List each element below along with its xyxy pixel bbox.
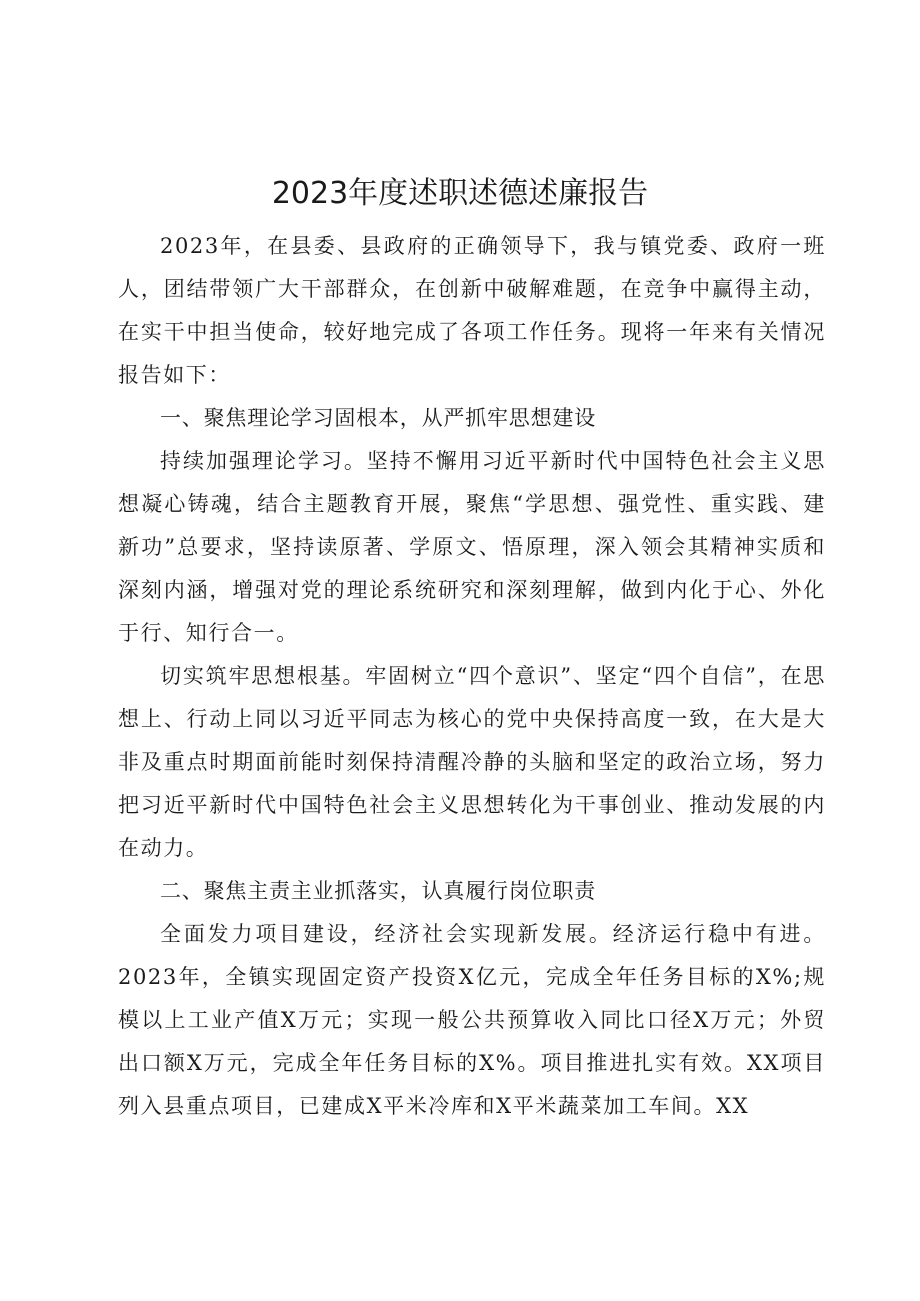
section-heading-2: 二、聚焦主责主业抓落实，认真履行岗位职责 [160,879,596,903]
section-2-paragraph-1: 全面发力项目建设，经济社会实现新发展。经济运行稳中有进。2023年，全镇实现固定资产投资X亿元，完成全年任务目标的X%;规模以上工业产值X万元；实现一般公共预算收入同比口径X万元；外贸出口额X万元，完成全年任务目标的X%。项目推进扎实有效。XX项目列入县重点项目，已建成X平米冷库和X平米蔬菜加工车间。XX [118,922,826,1118]
intro-paragraph: 2023年，在县委、县政府的正确领导下，我与镇党委、政府一班人，团结带领广大干部群众，在创新中破解难题，在竞争中赢得主动，在实干中担当使命，较好地完成了各项工作任务。现将一年来有关情况报告如下： [118,234,826,387]
section-1-paragraph-2: 切实筑牢思想根基。牢固树立“四个意识”、坚定“四个自信”，在思想上、行动上同以习近平同志为核心的党中央保持高度一致，在大是大非及重点时期面前能时刻保持清醒冷静的头脑和坚定的政治立场，努力把习近平新时代中国特色社会主义思想转化为干事创业、推动发展的内在动力。 [118,664,826,860]
document-body [118,225,826,1128]
section-heading-1: 一、聚焦理论学习固根本，从严抓牢思想建设 [160,406,596,430]
document-title: 2023年度述职述德述廉报告 [271,176,649,211]
section-1-paragraph-1: 持续加强理论学习。坚持不懈用习近平新时代中国特色社会主义思想凝心铸魂，结合主题教育开展，聚焦“学思想、强党性、重实践、建新功”总要求，坚持读原著、学原文、悟原理，深入领会其精神实质和深刻内涵，增强对党的理论系统研究和深刻理解，做到内化于心、外化于行、知行合一。 [118,449,826,645]
